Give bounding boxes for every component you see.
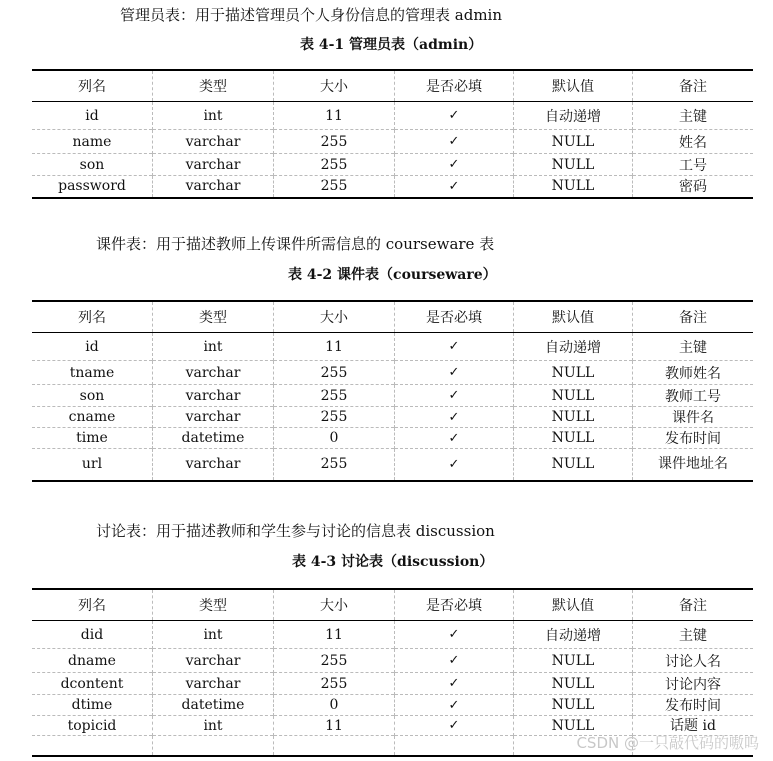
table-cell: NULL <box>514 449 633 481</box>
table-row <box>32 361 753 385</box>
column-header: 类型 <box>153 589 274 621</box>
table-cell: id <box>32 102 153 130</box>
column-header: 备注 <box>679 598 707 614</box>
table-cell: NULL <box>514 407 633 428</box>
table-cell: int <box>153 716 274 736</box>
table-cell: 255 <box>274 449 395 481</box>
required-check: ✓ <box>395 176 514 198</box>
table-cell: varchar <box>153 176 274 198</box>
table-row <box>32 154 753 176</box>
table-cell: 发布时间 <box>665 431 721 447</box>
table-row <box>32 130 753 154</box>
table-cell: 主键 <box>679 627 707 644</box>
required-check: ✓ <box>395 621 514 649</box>
column-header: 列名 <box>32 589 153 621</box>
table-row <box>32 621 753 649</box>
table-cell: url <box>32 449 153 481</box>
column-header: 大小 <box>274 70 395 102</box>
table-cell: NULL <box>514 649 633 673</box>
table-cell: 11 <box>274 333 395 361</box>
column-header: 是否必填 <box>395 301 514 333</box>
table-cell: int <box>153 102 274 130</box>
table-cell: varchar <box>153 385 274 407</box>
table-caption: 表 4-2 课件表（courseware） <box>288 267 497 283</box>
table-cell: NULL <box>514 695 633 716</box>
required-check: ✓ <box>395 130 514 154</box>
section-intro: 讨论表：用于描述教师和学生参与讨论的信息表 discussion <box>96 522 495 540</box>
required-check: ✓ <box>395 102 514 130</box>
table-cell: varchar <box>153 361 274 385</box>
required-check: ✓ <box>395 333 514 361</box>
table-cell: int <box>153 621 274 649</box>
table-row <box>32 649 753 673</box>
required-check: ✓ <box>395 673 514 695</box>
column-header: 列名 <box>32 301 153 333</box>
table-cell: 255 <box>274 361 395 385</box>
table-cell: 姓名 <box>679 134 707 151</box>
table-cell: 课件名 <box>672 410 714 426</box>
table-cell: dname <box>32 649 153 673</box>
required-check: ✓ <box>395 449 514 481</box>
table-cell: NULL <box>514 673 633 695</box>
table-cell: datetime <box>153 695 274 716</box>
table-cell <box>32 736 153 756</box>
table-cell: 255 <box>274 385 395 407</box>
table-cell: 自动递增 <box>514 333 633 361</box>
admin-table <box>32 69 753 199</box>
table-cell: dtime <box>32 695 153 716</box>
table-cell: 11 <box>274 621 395 649</box>
table-cell: 讨论内容 <box>665 676 721 693</box>
table-cell: NULL <box>514 176 633 198</box>
table-row <box>32 385 753 407</box>
required-check: ✓ <box>395 695 514 716</box>
column-header: 列名 <box>32 70 153 102</box>
column-header: 是否必填 <box>395 589 514 621</box>
table-cell: tname <box>32 361 153 385</box>
table-cell: son <box>32 385 153 407</box>
table-row <box>32 673 753 695</box>
table-cell: 主键 <box>679 108 707 125</box>
table-cell: did <box>32 621 153 649</box>
table-caption: 表 4-3 讨论表（discussion） <box>292 554 494 570</box>
section-intro: 管理员表：用于描述管理员个人身份信息的管理表 admin <box>120 6 502 24</box>
table-cell: 255 <box>274 176 395 198</box>
column-header: 默认值 <box>514 301 633 333</box>
table-row <box>32 449 753 481</box>
table-cell: password <box>32 176 153 198</box>
header-row <box>32 589 753 621</box>
table-cell: 教师姓名 <box>665 365 721 382</box>
required-check <box>395 736 514 756</box>
table-row <box>32 176 753 198</box>
table-cell: 密码 <box>679 179 707 196</box>
table-cell: son <box>32 154 153 176</box>
table-cell: 话题 id <box>670 717 716 734</box>
column-header: 类型 <box>153 70 274 102</box>
table-cell: 教师工号 <box>665 388 721 405</box>
required-check: ✓ <box>395 649 514 673</box>
table-cell: 工号 <box>679 157 707 174</box>
table-cell: varchar <box>153 649 274 673</box>
table-row <box>32 695 753 716</box>
table-cell: datetime <box>153 428 274 449</box>
column-header: 类型 <box>153 301 274 333</box>
table-cell: 255 <box>274 130 395 154</box>
table-cell: NULL <box>514 716 633 736</box>
table-cell: id <box>32 333 153 361</box>
table-cell: NULL <box>514 428 633 449</box>
table-cell: NULL <box>514 154 633 176</box>
column-header: 大小 <box>274 301 395 333</box>
table-cell: NULL <box>514 385 633 407</box>
table-cell: NULL <box>514 361 633 385</box>
table-cell: 自动递增 <box>514 102 633 130</box>
column-header: 是否必填 <box>395 70 514 102</box>
table-cell: NULL <box>514 130 633 154</box>
table-cell: varchar <box>153 130 274 154</box>
header-row <box>32 301 753 333</box>
table-cell: topicid <box>32 716 153 736</box>
table-cell: 0 <box>274 428 395 449</box>
table-row <box>32 428 753 449</box>
required-check: ✓ <box>395 385 514 407</box>
table-cell: 255 <box>274 649 395 673</box>
table-cell: name <box>32 130 153 154</box>
table-cell: int <box>153 333 274 361</box>
table-cell: 自动递增 <box>514 621 633 649</box>
table-cell: varchar <box>153 673 274 695</box>
column-header: 大小 <box>274 589 395 621</box>
column-header: 备注 <box>679 310 707 326</box>
table-cell: varchar <box>153 154 274 176</box>
table-cell: 发布时间 <box>665 698 721 714</box>
table-cell <box>274 736 395 756</box>
required-check: ✓ <box>395 428 514 449</box>
required-check: ✓ <box>395 407 514 428</box>
required-check: ✓ <box>395 361 514 385</box>
table-row <box>32 102 753 130</box>
table-cell: varchar <box>153 449 274 481</box>
header-row <box>32 70 753 102</box>
table-cell: time <box>32 428 153 449</box>
table-cell: 255 <box>274 154 395 176</box>
table-cell: 课件地址名 <box>658 456 728 473</box>
table-cell: 讨论人名 <box>665 653 721 670</box>
watermark: CSDN @一只敲代码的嗷呜 <box>576 734 759 752</box>
column-header: 备注 <box>679 79 707 95</box>
required-check: ✓ <box>395 716 514 736</box>
table-cell: 0 <box>274 695 395 716</box>
table-cell <box>153 736 274 756</box>
table-cell: varchar <box>153 407 274 428</box>
table-row <box>32 407 753 428</box>
table-cell: dcontent <box>32 673 153 695</box>
table-cell: 11 <box>274 716 395 736</box>
table-cell: cname <box>32 407 153 428</box>
column-header: 默认值 <box>514 589 633 621</box>
table-caption: 表 4-1 管理员表（admin） <box>300 37 483 53</box>
table-row <box>32 333 753 361</box>
column-header: 默认值 <box>514 70 633 102</box>
table-cell: 11 <box>274 102 395 130</box>
table-cell: 255 <box>274 407 395 428</box>
table-cell: 255 <box>274 673 395 695</box>
table-cell: 主键 <box>679 339 707 356</box>
required-check: ✓ <box>395 154 514 176</box>
section-intro: 课件表：用于描述教师上传课件所需信息的 courseware 表 <box>96 235 495 253</box>
courseware-table <box>32 300 753 482</box>
